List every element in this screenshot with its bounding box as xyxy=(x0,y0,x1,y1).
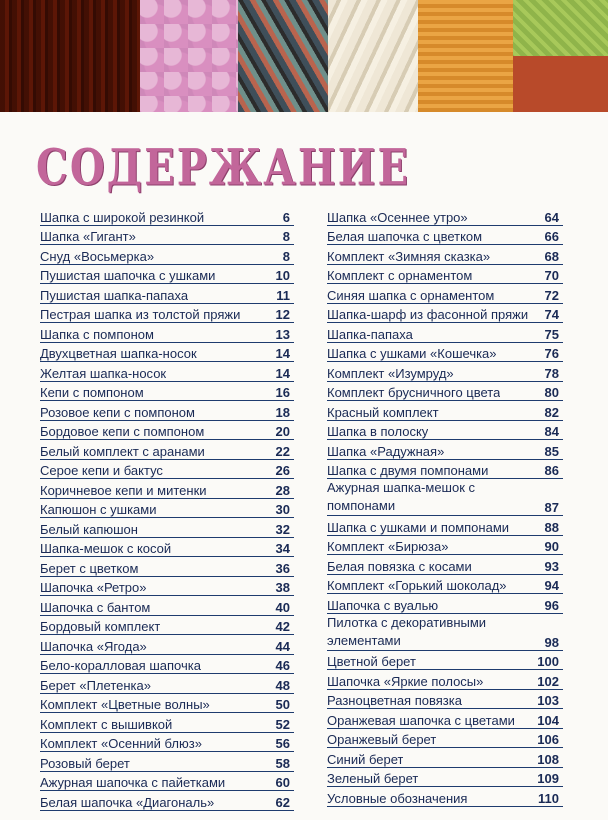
toc-entry[interactable] xyxy=(40,655,294,675)
toc-entry[interactable] xyxy=(327,555,563,575)
toc-entry-title: Ажурная шапка-мешок с помпонами xyxy=(327,480,476,513)
cream-cable-knit-swatch xyxy=(328,0,418,112)
toc-entry-page-number: 22 xyxy=(275,443,290,459)
toc-entry-page-number: 104 xyxy=(537,712,559,728)
toc-entry[interactable] xyxy=(327,362,563,382)
toc-entry[interactable] xyxy=(40,245,294,265)
toc-column-right xyxy=(327,206,563,807)
toc-entry[interactable] xyxy=(40,577,294,597)
toc-entry-page-number: 84 xyxy=(544,424,559,439)
toc-entry-page-number: 76 xyxy=(544,346,559,361)
toc-entry[interactable] xyxy=(327,690,563,710)
toc-entry[interactable] xyxy=(327,460,563,480)
toc-entry-page-number: 96 xyxy=(544,597,559,613)
toc-entry-page-number: 110 xyxy=(538,790,559,806)
toc-entry[interactable] xyxy=(40,713,294,733)
toc-entry-title: Комплект «Бирюза» xyxy=(327,539,449,554)
toc-entry[interactable] xyxy=(327,265,563,285)
toc-entry-page-number: 26 xyxy=(275,463,290,478)
toc-entry-title: Берет с цветком xyxy=(40,560,139,576)
toc-entry[interactable] xyxy=(327,226,563,246)
toc-entry-title: Розовый берет xyxy=(40,755,130,771)
toc-entry[interactable] xyxy=(40,518,294,538)
toc-entry-page-number: 42 xyxy=(275,619,290,634)
toc-entry[interactable] xyxy=(40,674,294,694)
toc-entry-page-number: 85 xyxy=(544,443,559,459)
toc-entry-title: Комплект с вышивкой xyxy=(40,716,173,732)
toc-entry-page-number: 109 xyxy=(537,771,559,786)
toc-entry-page-number: 66 xyxy=(544,229,559,244)
toc-entry-title: Комплект с орнаментом xyxy=(327,268,473,283)
toc-entry-page-number: 93 xyxy=(544,558,559,574)
toc-entry[interactable] xyxy=(40,557,294,577)
toc-entry-page-number: 82 xyxy=(544,404,559,420)
toc-entry-page-number: 62 xyxy=(275,794,290,810)
toc-entry[interactable] xyxy=(40,499,294,519)
toc-entry[interactable] xyxy=(40,479,294,499)
toc-entry[interactable] xyxy=(40,460,294,480)
toc-entry-page-number: 50 xyxy=(275,697,290,712)
toc-entry-title: Берет «Плетенка» xyxy=(40,677,151,693)
toc-entry[interactable] xyxy=(40,772,294,792)
toc-entry-title: Белый капюшон xyxy=(40,521,138,537)
toc-entry-title: Пестрая шапка из толстой пряжи xyxy=(40,307,241,322)
toc-entry[interactable] xyxy=(327,787,563,807)
toc-entry-title: Синяя шапка с орнаментом xyxy=(327,287,495,303)
toc-entry-title: Комплект «Осенний блюз» xyxy=(40,736,202,751)
toc-entry-title: Двухцветная шапка-носок xyxy=(40,346,197,361)
toc-entry[interactable] xyxy=(327,651,563,671)
toc-entry-page-number: 14 xyxy=(275,365,290,381)
toc-entry-page-number: 88 xyxy=(544,519,559,535)
toc-entry[interactable] xyxy=(40,401,294,421)
toc-entry[interactable] xyxy=(40,694,294,714)
toc-entry-page-number: 74 xyxy=(544,307,559,322)
toc-entry-title: Серое кепи и бактус xyxy=(40,463,163,478)
toc-entry-page-number: 103 xyxy=(537,693,559,708)
toc-entry-title: Цветной берет xyxy=(327,654,416,669)
toc-entry[interactable] xyxy=(327,748,563,768)
toc-entry-page-number: 40 xyxy=(275,599,290,615)
toc-entry-page-number: 6 xyxy=(282,209,290,225)
toc-entry[interactable] xyxy=(327,245,563,265)
toc-entry-title: Комплект «Изумруд» xyxy=(327,365,454,381)
toc-entry[interactable] xyxy=(327,536,563,556)
toc-entry-title: Желтая шапка-носок xyxy=(40,365,167,381)
toc-entry-title: Шапочка с бантом xyxy=(40,599,151,615)
toc-entry-title: Белая шапочка с цветком xyxy=(327,229,483,244)
toc-entry-page-number: 56 xyxy=(275,736,290,751)
toc-entry-title: Пушистая шапочка с ушками xyxy=(40,268,216,283)
toc-entry-title: Комплект «Цветные волны» xyxy=(40,697,210,712)
toc-entry-page-number: 46 xyxy=(275,658,290,673)
toc-entry-page-number: 10 xyxy=(275,268,290,283)
toc-entry-title: Шапка-мешок с косой xyxy=(40,541,172,556)
toc-entry-page-number: 13 xyxy=(275,326,290,342)
toc-entry-page-number: 34 xyxy=(275,541,290,556)
toc-entry[interactable] xyxy=(40,226,294,246)
toc-entry-page-number: 108 xyxy=(537,751,559,767)
toc-entry[interactable] xyxy=(327,304,563,324)
toc-entry[interactable] xyxy=(327,382,563,402)
toc-entry[interactable] xyxy=(327,440,563,460)
toc-entry[interactable] xyxy=(40,304,294,324)
toc-entry-page-number: 100 xyxy=(537,654,559,669)
toc-entry-page-number: 102 xyxy=(537,673,559,689)
toc-entry-page-number: 106 xyxy=(537,732,559,747)
toc-entry-title: Оранжевая шапочка с цветами xyxy=(327,712,515,728)
toc-entry-title: Шапочка «Яркие полосы» xyxy=(327,673,484,689)
toc-entry-page-number: 8 xyxy=(282,229,290,244)
toc-entry-page-number: 30 xyxy=(275,502,290,517)
toc-entry-page-number: 80 xyxy=(544,385,559,400)
toc-entry-title: Пилотка с декоративными элементами xyxy=(327,614,487,648)
toc-entry[interactable] xyxy=(327,401,563,421)
toc-entry-title: Белая повязка с косами xyxy=(327,558,472,574)
toc-entry-page-number: 18 xyxy=(275,404,290,420)
toc-entry-title: Шапка с ушками и помпонами xyxy=(327,519,510,535)
toc-entry[interactable] xyxy=(327,670,563,690)
toc-entry-page-number: 72 xyxy=(544,287,559,303)
toc-entry-title: Шапка «Осеннее утро» xyxy=(327,209,468,225)
toc-entry-page-number: 8 xyxy=(282,248,290,264)
toc-entry-page-number: 28 xyxy=(275,482,290,498)
toc-entry-title: Шапка-шарф из фасонной пряжи xyxy=(327,307,529,322)
toc-entry-page-number: 12 xyxy=(275,307,290,322)
toc-entry[interactable] xyxy=(40,284,294,304)
toc-entry[interactable] xyxy=(40,343,294,363)
toc-entry-title: Комплект брусничного цвета xyxy=(327,385,501,400)
toc-entry-title: Условные обозначения xyxy=(327,790,468,806)
toc-entry-page-number: 58 xyxy=(275,755,290,771)
toc-entry[interactable] xyxy=(40,538,294,558)
toc-entry-title: Шапка с двумя помпонами xyxy=(327,463,489,478)
toc-entry-title: Шапка с широкой резинкой xyxy=(40,209,205,225)
toc-entry-page-number: 64 xyxy=(544,209,559,225)
toc-entry-page-number: 75 xyxy=(544,326,559,342)
toc-entry-title: Шапка «Гигант» xyxy=(40,229,136,244)
toc-entry-page-number: 20 xyxy=(275,424,290,439)
toc-entry[interactable] xyxy=(327,709,563,729)
toc-entry[interactable] xyxy=(40,440,294,460)
toc-entry[interactable] xyxy=(40,752,294,772)
toc-entry[interactable] xyxy=(327,284,563,304)
toc-entry-title: Капюшон с ушками xyxy=(40,502,157,517)
toc-entry-page-number: 68 xyxy=(544,248,559,264)
toc-entry-title: Оранжевый берет xyxy=(327,732,437,747)
toc-entry-title: Бордовое кепи с помпоном xyxy=(40,424,205,439)
pink-fluffy-knit-swatch xyxy=(140,0,238,112)
toc-entry-page-number: 16 xyxy=(275,385,290,400)
toc-entry-title: Шапка «Радужная» xyxy=(327,443,445,459)
toc-entry[interactable] xyxy=(40,616,294,636)
toc-entry[interactable] xyxy=(327,323,563,343)
toc-entry[interactable] xyxy=(40,635,294,655)
toc-entry-title: Синий берет xyxy=(327,751,404,767)
toc-entry-title: Бордовый комплект xyxy=(40,619,161,634)
toc-entry[interactable] xyxy=(40,206,294,226)
toc-entry-page-number: 90 xyxy=(544,539,559,554)
toc-entry[interactable] xyxy=(327,594,563,614)
toc-entry[interactable] xyxy=(327,479,563,516)
toc-entry-title: Разноцветная повязка xyxy=(327,693,462,708)
toc-entry[interactable] xyxy=(40,382,294,402)
toc-entry-title: Комплект «Зимняя сказка» xyxy=(327,248,491,264)
toc-entry-title: Шапочка «Ретро» xyxy=(40,580,147,595)
toc-entry-page-number: 70 xyxy=(544,268,559,283)
toc-entry-page-number: 48 xyxy=(275,677,290,693)
toc-entry-title: Комплект «Горький шоколад» xyxy=(327,578,507,593)
toc-entry-page-number: 94 xyxy=(544,578,559,593)
toc-entry-page-number: 87 xyxy=(544,500,559,515)
toc-entry-title: Бело-коралловая шапочка xyxy=(40,658,201,673)
green-lace-knit-swatch xyxy=(513,0,608,112)
toc-entry[interactable] xyxy=(327,614,563,651)
toc-entry-title: Шапка-папаха xyxy=(327,326,413,342)
page-title: СОДЕРЖАНИЕ xyxy=(36,138,410,197)
toc-entry[interactable] xyxy=(327,768,563,788)
toc-entry-title: Белый комплект с аранами xyxy=(40,443,205,459)
toc-entry-title: Коричневое кепи и митенки xyxy=(40,482,207,498)
toc-entry[interactable] xyxy=(327,343,563,363)
toc-entry-title: Шапка с ушками «Кошечка» xyxy=(327,346,497,361)
multicolor-stripe-knit-swatch xyxy=(238,0,328,112)
toc-entry-page-number: 78 xyxy=(544,365,559,381)
toc-entry-title: Розовое кепи с помпоном xyxy=(40,404,195,420)
toc-entry-title: Белая шапочка «Диагональ» xyxy=(40,794,215,810)
toc-entry[interactable] xyxy=(40,791,294,811)
toc-entry[interactable] xyxy=(327,575,563,595)
toc-entry[interactable] xyxy=(327,421,563,441)
toc-column-left xyxy=(40,206,294,811)
toc-entry-page-number: 11 xyxy=(276,287,290,303)
toc-entry-page-number: 60 xyxy=(275,775,290,790)
rust-rib-knit-swatch xyxy=(0,0,140,112)
knitting-texture-banner xyxy=(0,0,608,112)
toc-entry-title: Шапочка «Ягода» xyxy=(40,638,147,654)
toc-entry-title: Снуд «Восьмерка» xyxy=(40,248,155,264)
toc-entry-title: Шапочка с вуалью xyxy=(327,597,439,613)
toc-entry-page-number: 52 xyxy=(275,716,290,732)
toc-entry[interactable] xyxy=(40,733,294,753)
toc-entry-title: Шапка в полоску xyxy=(327,424,429,439)
toc-entry-title: Ажурная шапочка с пайетками xyxy=(40,775,226,790)
toc-entry-title: Шапка с помпоном xyxy=(40,326,154,342)
toc-entry-page-number: 98 xyxy=(544,634,559,650)
toc-entry-page-number: 86 xyxy=(544,463,559,478)
toc-entry-page-number: 44 xyxy=(275,638,290,654)
toc-entry-title: Пушистая шапка-папаха xyxy=(40,287,189,303)
toc-entry[interactable] xyxy=(327,206,563,226)
toc-entry[interactable] xyxy=(40,421,294,441)
toc-entry-page-number: 32 xyxy=(275,521,290,537)
toc-entry-title: Кепи с помпоном xyxy=(40,385,144,400)
toc-entry[interactable] xyxy=(40,323,294,343)
orange-knit-swatch xyxy=(418,0,513,112)
toc-entry-page-number: 14 xyxy=(275,346,290,361)
toc-entry-title: Красный комплект xyxy=(327,404,439,420)
toc-entry[interactable] xyxy=(327,729,563,749)
toc-entry[interactable] xyxy=(327,516,563,536)
toc-entry-page-number: 36 xyxy=(275,560,290,576)
toc-entry-page-number: 38 xyxy=(275,580,290,595)
toc-entry[interactable] xyxy=(40,265,294,285)
toc-entry[interactable] xyxy=(40,362,294,382)
toc-entry[interactable] xyxy=(40,596,294,616)
toc-entry-title: Зеленый берет xyxy=(327,771,419,786)
